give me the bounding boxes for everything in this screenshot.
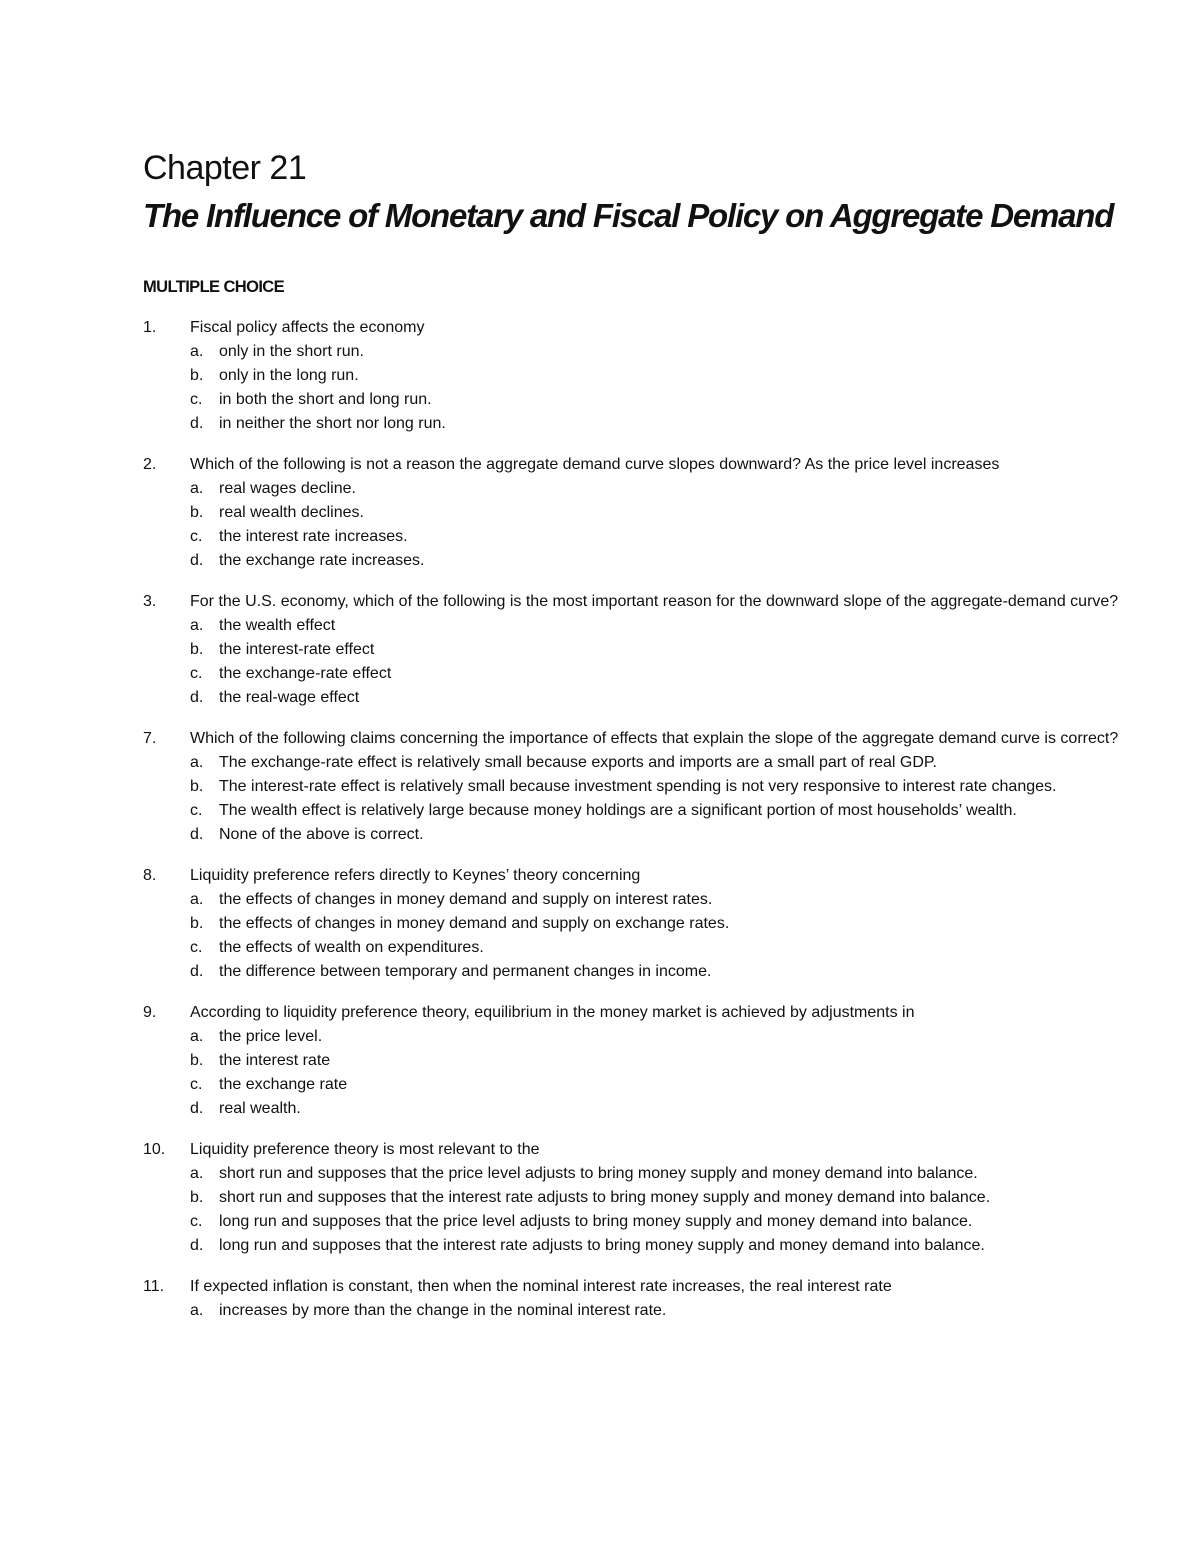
answer-option — [143, 388, 1123, 412]
question-number: 11. — [143, 1278, 165, 1295]
question — [143, 1138, 1123, 1258]
option-text: short run and supposes that the price level adjusts to bring money supply and money demand into balance. — [219, 1165, 978, 1182]
option-text: The wealth effect is relatively large because money holdings are a significant portion of most households’ wealth. — [219, 802, 1017, 819]
option-text: real wealth. — [219, 1100, 301, 1117]
answer-option — [143, 888, 1123, 912]
question-number: 2. — [143, 456, 157, 473]
option-letter: a. — [190, 754, 204, 771]
question-text: For the U.S. economy, which of the following is the most important reason for the downward slope of the aggregate-demand curve? — [190, 593, 1119, 610]
question-text: According to liquidity preference theory, equilibrium in the money market is achieved by adjustments in — [190, 1004, 915, 1021]
option-text: the effects of wealth on expenditures. — [219, 939, 484, 956]
option-letter: b. — [190, 778, 204, 795]
option-text: long run and supposes that the interest rate adjusts to bring money supply and money demand into balance. — [219, 1237, 985, 1254]
option-text: increases by more than the change in the nominal interest rate. — [219, 1302, 667, 1319]
option-text: the difference between temporary and permanent changes in income. — [219, 963, 712, 980]
option-text: None of the above is correct. — [219, 826, 424, 843]
option-text: the real-wage effect — [219, 689, 360, 706]
question — [143, 453, 1123, 573]
option-letter: c. — [190, 665, 203, 682]
question-number: 10. — [143, 1141, 166, 1158]
answer-option — [143, 686, 1123, 710]
option-letter: d. — [190, 1237, 204, 1254]
option-text: The interest-rate effect is relatively small because investment spending is not very responsive to interest rate changes. — [219, 778, 1057, 795]
answer-option — [143, 638, 1123, 662]
answer-option — [143, 477, 1123, 501]
answer-option — [143, 364, 1123, 388]
question-text: Which of the following claims concerning the importance of effects that explain the slope of the aggregate demand curve is correct? — [190, 730, 1119, 747]
option-letter: c. — [190, 1213, 203, 1230]
question-number: 8. — [143, 867, 157, 884]
answer-option — [143, 823, 1123, 847]
answer-option — [143, 799, 1123, 823]
answer-option — [143, 1073, 1123, 1097]
option-text: the exchange rate increases. — [219, 552, 425, 569]
question-list — [143, 316, 1123, 1323]
option-text: only in the short run. — [219, 343, 364, 360]
option-letter: d. — [190, 415, 204, 432]
answer-option — [143, 412, 1123, 436]
option-letter: c. — [190, 391, 203, 408]
option-text: The exchange-rate effect is relatively small because exports and imports are a small part of real GDP. — [219, 754, 937, 771]
answer-option — [143, 1162, 1123, 1186]
answer-option — [143, 1299, 1123, 1323]
answer-option — [143, 1234, 1123, 1258]
option-text: in both the short and long run. — [219, 391, 432, 408]
option-text: the effects of changes in money demand and supply on exchange rates. — [219, 915, 730, 932]
option-text: long run and supposes that the price level adjusts to bring money supply and money demand into balance. — [219, 1213, 973, 1230]
answer-option — [143, 525, 1123, 549]
option-letter: a. — [190, 891, 204, 908]
question — [143, 727, 1123, 847]
option-text: short run and supposes that the interest rate adjusts to bring money supply and money demand into balance. — [219, 1189, 991, 1206]
option-letter: a. — [190, 1302, 204, 1319]
option-text: the exchange rate — [219, 1076, 348, 1093]
option-letter: c. — [190, 528, 203, 545]
answer-option — [143, 501, 1123, 525]
answer-option — [143, 1097, 1123, 1121]
option-letter: b. — [190, 367, 204, 384]
option-text: the wealth effect — [219, 617, 336, 634]
answer-option — [143, 340, 1123, 364]
answer-option — [143, 960, 1123, 984]
option-text: in neither the short nor long run. — [219, 415, 446, 432]
option-letter: b. — [190, 504, 204, 521]
question-text: Liquidity preference theory is most relevant to the — [190, 1141, 540, 1158]
answer-option — [143, 1210, 1123, 1234]
question-number: 3. — [143, 593, 157, 610]
option-letter: a. — [190, 480, 204, 497]
question-number: 1. — [143, 319, 157, 336]
option-letter: b. — [190, 915, 204, 932]
option-text: the interest rate increases. — [219, 528, 408, 545]
option-letter: a. — [190, 343, 204, 360]
option-text: only in the long run. — [219, 367, 359, 384]
answer-option — [143, 775, 1123, 799]
question-text: If expected inflation is constant, then when the nominal interest rate increases, the real interest rate — [190, 1278, 892, 1295]
answer-option — [143, 936, 1123, 960]
option-letter: b. — [190, 641, 204, 658]
option-text: the interest rate — [219, 1052, 331, 1069]
answer-option — [143, 1025, 1123, 1049]
question — [143, 864, 1123, 984]
option-text: the exchange-rate effect — [219, 665, 392, 682]
chapter-subtitle: The Influence of Monetary and Fiscal Policy on Aggregate Demand — [143, 197, 1114, 234]
question-text: Which of the following is not a reason the aggregate demand curve slopes downward? As the price level increases — [190, 456, 1000, 473]
option-letter: d. — [190, 552, 204, 569]
answer-option — [143, 549, 1123, 573]
answer-option — [143, 751, 1123, 775]
answer-option — [143, 614, 1123, 638]
answer-option — [143, 662, 1123, 686]
option-text: the interest-rate effect — [219, 641, 375, 658]
option-text: the price level. — [219, 1028, 323, 1045]
section-title: MULTIPLE CHOICE — [143, 278, 285, 296]
question-text: Fiscal policy affects the economy — [190, 319, 425, 336]
document-page — [143, 146, 1123, 1340]
option-letter: b. — [190, 1052, 204, 1069]
option-letter: d. — [190, 1100, 204, 1117]
option-letter: a. — [190, 617, 204, 634]
question — [143, 316, 1123, 436]
option-letter: d. — [190, 963, 204, 980]
chapter-heading: Chapter 21 — [143, 149, 307, 187]
answer-option — [143, 912, 1123, 936]
option-letter: b. — [190, 1189, 204, 1206]
option-letter: c. — [190, 1076, 203, 1093]
question — [143, 590, 1123, 710]
option-letter: d. — [190, 826, 204, 843]
option-letter: a. — [190, 1165, 204, 1182]
question-number: 7. — [143, 730, 157, 747]
option-letter: c. — [190, 802, 203, 819]
answer-option — [143, 1049, 1123, 1073]
option-text: real wealth declines. — [219, 504, 364, 521]
question — [143, 1001, 1123, 1121]
option-text: real wages decline. — [219, 480, 356, 497]
option-letter: c. — [190, 939, 203, 956]
answer-option — [143, 1186, 1123, 1210]
question-text: Liquidity preference refers directly to Keynes’ theory concerning — [190, 867, 641, 884]
option-letter: d. — [190, 689, 204, 706]
question-number: 9. — [143, 1004, 157, 1021]
question — [143, 1275, 1123, 1323]
option-text: the effects of changes in money demand and supply on interest rates. — [219, 891, 713, 908]
option-letter: a. — [190, 1028, 204, 1045]
